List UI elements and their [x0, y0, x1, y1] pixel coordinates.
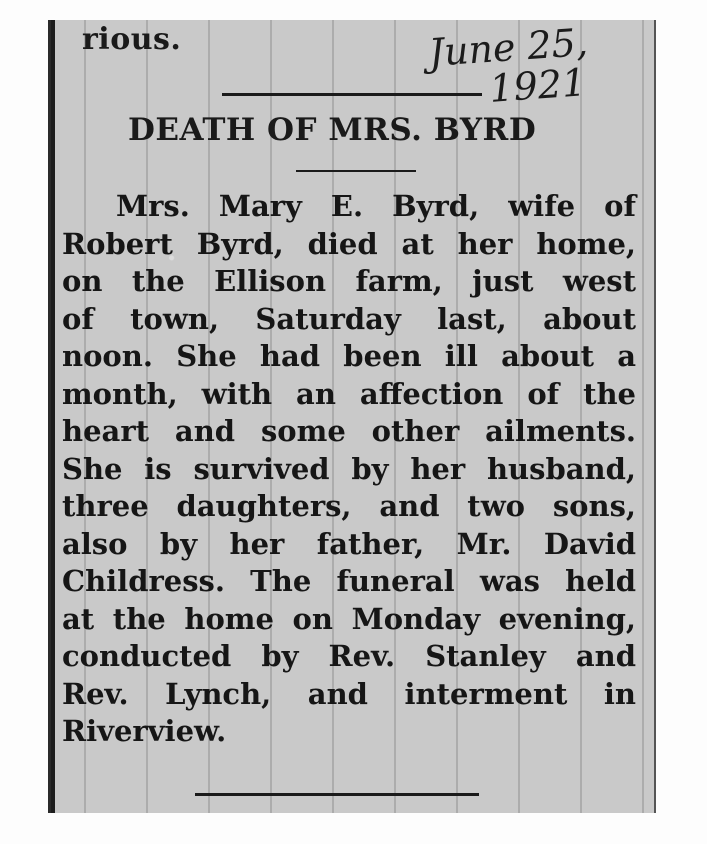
clipping-edge	[51, 20, 55, 813]
body-line: three daughters, and two sons,	[62, 489, 636, 523]
body-line: Riverview.	[62, 714, 227, 748]
handwritten-date	[427, 19, 632, 113]
handwritten-date-line-2: 1921	[487, 60, 588, 111]
body-line: at the home on Monday evening,	[62, 601, 636, 636]
body-line: of town, Saturday last, about	[62, 301, 636, 336]
body-line: on the Ellison farm, just west	[62, 264, 636, 298]
body-line: Rev. Lynch, and interment in	[62, 676, 636, 711]
body-line: month, with an affection of the	[62, 376, 636, 411]
handwritten-date-line-1: June 25,	[427, 19, 590, 75]
body-line: also by her father, Mr. David	[62, 526, 636, 561]
separator-rule-bottom	[195, 793, 479, 796]
body-line: Mrs. Mary E. Byrd, wife of	[116, 189, 636, 223]
separator-rule-top	[222, 93, 482, 96]
article-headline: DEATH OF MRS. BYRD	[128, 112, 537, 148]
body-line: Childress. The funeral was held	[62, 564, 636, 598]
body-line: conducted by Rev. Stanley and	[62, 639, 636, 673]
body-line: Robert Byrd, died at her home,	[62, 226, 636, 261]
body-line: noon. She had been ill about a	[62, 339, 636, 373]
body-line: heart and some other ailments.	[62, 414, 636, 448]
article-body	[62, 188, 636, 751]
body-line: She is survived by her husband,	[62, 451, 636, 486]
previous-article-fragment: rious.	[82, 22, 182, 57]
separator-rule-headline	[296, 170, 416, 172]
